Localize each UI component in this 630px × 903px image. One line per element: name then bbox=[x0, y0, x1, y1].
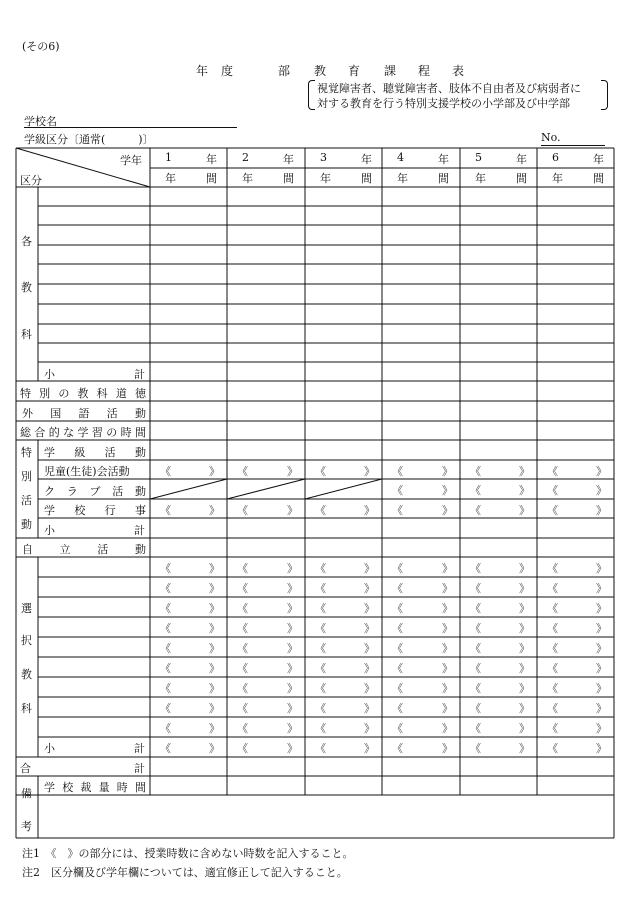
grade-number: 2 bbox=[242, 151, 249, 164]
bracket-close: 》 bbox=[442, 622, 453, 635]
bracket-close: 》 bbox=[209, 662, 220, 675]
grade-nen-sub: 年 bbox=[242, 172, 253, 185]
bracket-open: 《 bbox=[237, 642, 248, 655]
bracket-close: 》 bbox=[209, 465, 220, 478]
bracket-open: 《 bbox=[547, 602, 558, 615]
bracket-close: 》 bbox=[596, 742, 607, 755]
bracket-close: 》 bbox=[287, 504, 298, 517]
bracket-open: 《 bbox=[547, 622, 558, 635]
grade-nen-sub: 年 bbox=[475, 172, 486, 185]
bracket-open: 《 bbox=[315, 722, 326, 735]
kakukyoka-char: 科 bbox=[21, 328, 32, 341]
bracket-close: 》 bbox=[209, 642, 220, 655]
bracket-open: 《 bbox=[547, 484, 558, 497]
grade-kan: 間 bbox=[283, 172, 294, 185]
form-number: (その6) bbox=[22, 40, 60, 53]
remarks-char: 備 bbox=[21, 787, 32, 800]
subtitle-line-2: 対する教育を行う特別支援学校の小学部及び中学部 bbox=[317, 97, 570, 110]
bracket-open: 《 bbox=[392, 504, 403, 517]
club-slash bbox=[150, 479, 227, 499]
title-char: 部 bbox=[278, 64, 291, 78]
bracket-open: 《 bbox=[470, 504, 481, 517]
grade-number: 3 bbox=[320, 151, 327, 164]
subtitle-line-1: 視覚障害者、聴覚障害者、肢体不自由者及び病弱者に bbox=[317, 82, 581, 95]
bracket-close: 》 bbox=[287, 722, 298, 735]
bracket-open: 《 bbox=[470, 622, 481, 635]
kakukyoka-char: 各 bbox=[21, 235, 32, 248]
sentaku-char: 選 bbox=[21, 602, 32, 615]
total-label: 計 bbox=[134, 762, 145, 775]
bracket-close: 》 bbox=[209, 682, 220, 695]
tokkatsu-char: 動 bbox=[21, 518, 32, 531]
note-1: 注1 《 》の部分には、授業時数に含めない時数を記入すること。 bbox=[22, 847, 354, 860]
bracket-close: 》 bbox=[364, 582, 375, 595]
bracket-open: 《 bbox=[237, 682, 248, 695]
bracket-open: 《 bbox=[392, 582, 403, 595]
bracket-close: 》 bbox=[442, 722, 453, 735]
bracket-close: 》 bbox=[596, 622, 607, 635]
moral-education-label: 特別の教科道徳 bbox=[20, 387, 146, 400]
bracket-close: 》 bbox=[596, 642, 607, 655]
bracket-open: 《 bbox=[392, 642, 403, 655]
bracket-close: 》 bbox=[519, 742, 530, 755]
bracket-open: 《 bbox=[315, 662, 326, 675]
bracket-close: 》 bbox=[596, 702, 607, 715]
bracket-close: 》 bbox=[442, 484, 453, 497]
bracket-open: 《 bbox=[237, 602, 248, 615]
bracket-open: 《 bbox=[237, 702, 248, 715]
tokkatsu-char: 特 bbox=[21, 446, 32, 459]
bracket-open: 《 bbox=[547, 504, 558, 517]
total-label: 合 bbox=[20, 762, 31, 775]
grade-nen-sub: 年 bbox=[552, 172, 563, 185]
foreign-language-label: 外国語活動 bbox=[22, 407, 146, 420]
bracket-close: 》 bbox=[287, 642, 298, 655]
grade-nen: 年 bbox=[283, 153, 294, 166]
bracket-close: 》 bbox=[442, 702, 453, 715]
bracket-open: 《 bbox=[547, 722, 558, 735]
bracket-open: 《 bbox=[160, 562, 171, 575]
bracket-open: 《 bbox=[470, 702, 481, 715]
bracket-close: 》 bbox=[596, 682, 607, 695]
bracket-open: 《 bbox=[392, 602, 403, 615]
bracket-open: 《 bbox=[237, 562, 248, 575]
bracket-open: 《 bbox=[237, 742, 248, 755]
bracket-open: 《 bbox=[470, 682, 481, 695]
bracket-close: 》 bbox=[519, 504, 530, 517]
bracket-close: 》 bbox=[287, 662, 298, 675]
bracket-close: 》 bbox=[364, 702, 375, 715]
bracket-close: 》 bbox=[364, 622, 375, 635]
bracket-close: 》 bbox=[442, 504, 453, 517]
club-slash bbox=[227, 479, 305, 499]
bracket-close: 》 bbox=[209, 504, 220, 517]
bracket-close: 》 bbox=[596, 465, 607, 478]
subtotal-label: 計 bbox=[134, 742, 145, 755]
title-char: 課 bbox=[384, 64, 397, 78]
bracket-open: 《 bbox=[315, 465, 326, 478]
bracket-open: 《 bbox=[315, 582, 326, 595]
grade-nen: 年 bbox=[206, 153, 217, 166]
class-activity-label: 学級活動 bbox=[44, 446, 146, 459]
bracket-open: 《 bbox=[237, 504, 248, 517]
bracket-close: 》 bbox=[596, 484, 607, 497]
class-type-field[interactable]: 学級区分〔通常( )〕 bbox=[24, 133, 154, 146]
bracket-open: 《 bbox=[160, 642, 171, 655]
bracket-close: 》 bbox=[364, 642, 375, 655]
grade-kan: 間 bbox=[438, 172, 449, 185]
bracket-close: 》 bbox=[364, 662, 375, 675]
bracket-close: 》 bbox=[364, 722, 375, 735]
bracket-close: 》 bbox=[287, 582, 298, 595]
club-slash bbox=[305, 479, 382, 499]
subtotal-label: 計 bbox=[134, 524, 145, 537]
bracket-open: 《 bbox=[547, 642, 558, 655]
school-events-label: 学校行事 bbox=[44, 504, 146, 517]
integrated-study-label: 総合的な学習の時間 bbox=[20, 426, 146, 439]
bracket-open: 《 bbox=[392, 742, 403, 755]
bracket-open: 《 bbox=[470, 602, 481, 615]
title-char: 育 bbox=[348, 64, 361, 78]
bracket-close: 》 bbox=[364, 742, 375, 755]
subtotal-label: 小 bbox=[44, 524, 55, 537]
subtotal-label: 小 bbox=[44, 742, 55, 755]
subtotal-label: 計 bbox=[134, 368, 145, 381]
discretionary-time-label: 学校裁量時間 bbox=[44, 781, 146, 794]
grade-nen-sub: 年 bbox=[320, 172, 331, 185]
bracket-open: 《 bbox=[392, 662, 403, 675]
bracket-close: 》 bbox=[596, 582, 607, 595]
bracket-close: 》 bbox=[209, 702, 220, 715]
notes bbox=[22, 844, 354, 882]
bracket-close: 》 bbox=[519, 642, 530, 655]
bracket-open: 《 bbox=[315, 642, 326, 655]
bracket-open: 《 bbox=[470, 484, 481, 497]
grade-nen-sub: 年 bbox=[397, 172, 408, 185]
bracket-close: 》 bbox=[287, 742, 298, 755]
bracket-close: 》 bbox=[209, 622, 220, 635]
bracket-open: 《 bbox=[315, 562, 326, 575]
bracket-open: 《 bbox=[237, 465, 248, 478]
bracket-open: 《 bbox=[237, 662, 248, 675]
bracket-close: 》 bbox=[442, 562, 453, 575]
tokkatsu-char: 活 bbox=[21, 494, 32, 507]
bracket-open: 《 bbox=[160, 742, 171, 755]
bracket-close: 》 bbox=[364, 602, 375, 615]
grade-nen-sub: 年 bbox=[165, 172, 176, 185]
bracket-open: 《 bbox=[160, 602, 171, 615]
bracket-open: 《 bbox=[470, 642, 481, 655]
grade-nen: 年 bbox=[438, 153, 449, 166]
grade-kan: 間 bbox=[206, 172, 217, 185]
bracket-open: 《 bbox=[315, 682, 326, 695]
bracket-close: 》 bbox=[519, 602, 530, 615]
title-char: 表 bbox=[452, 64, 465, 78]
grade-number: 6 bbox=[552, 151, 559, 164]
corner-category-label: 区分 bbox=[20, 174, 42, 187]
grade-nen: 年 bbox=[516, 153, 527, 166]
bracket-open: 《 bbox=[470, 742, 481, 755]
bracket-close: 》 bbox=[519, 465, 530, 478]
bracket-open: 《 bbox=[470, 722, 481, 735]
independence-activity-label: 自立活動 bbox=[22, 543, 146, 556]
kakukyoka-char: 教 bbox=[21, 281, 32, 294]
grade-kan: 間 bbox=[516, 172, 527, 185]
bracket-close: 》 bbox=[442, 742, 453, 755]
bracket-open: 《 bbox=[470, 465, 481, 478]
bracket-open: 《 bbox=[237, 622, 248, 635]
bracket-close: 》 bbox=[287, 682, 298, 695]
bracket-open: 《 bbox=[392, 702, 403, 715]
bracket-open: 《 bbox=[547, 562, 558, 575]
bracket-open: 《 bbox=[315, 702, 326, 715]
grade-number: 4 bbox=[397, 151, 404, 164]
bracket-open: 《 bbox=[392, 484, 403, 497]
grade-kan: 間 bbox=[593, 172, 604, 185]
bracket-close: 》 bbox=[596, 504, 607, 517]
title-char: 年 bbox=[196, 64, 209, 78]
bracket-close: 》 bbox=[519, 702, 530, 715]
sentaku-char: 教 bbox=[21, 668, 32, 681]
bracket-open: 《 bbox=[160, 662, 171, 675]
bracket-close: 》 bbox=[596, 662, 607, 675]
bracket-open: 《 bbox=[547, 582, 558, 595]
bracket-open: 《 bbox=[237, 582, 248, 595]
sentaku-char: 択 bbox=[21, 634, 32, 647]
grade-nen: 年 bbox=[361, 153, 372, 166]
bracket-close: 》 bbox=[442, 662, 453, 675]
note-2: 注2 区分欄及び学年欄については、適宜修正して記入すること。 bbox=[22, 866, 348, 879]
bracket-close: 》 bbox=[364, 504, 375, 517]
bracket-open: 《 bbox=[547, 662, 558, 675]
bracket-close: 》 bbox=[596, 602, 607, 615]
bracket-open: 《 bbox=[315, 504, 326, 517]
title-char: 教 bbox=[314, 64, 327, 78]
bracket-close: 》 bbox=[209, 582, 220, 595]
bracket-open: 《 bbox=[470, 562, 481, 575]
bracket-open: 《 bbox=[392, 622, 403, 635]
bracket-close: 》 bbox=[519, 582, 530, 595]
bracket-open: 《 bbox=[315, 602, 326, 615]
bracket-close: 》 bbox=[442, 682, 453, 695]
bracket-close: 》 bbox=[596, 562, 607, 575]
student-council-label: 児童(生徒)会活動 bbox=[44, 465, 130, 478]
bracket-close: 》 bbox=[209, 722, 220, 735]
bracket-open: 《 bbox=[547, 702, 558, 715]
number-label: No. bbox=[541, 131, 561, 144]
bracket-close: 》 bbox=[209, 562, 220, 575]
bracket-close: 》 bbox=[442, 465, 453, 478]
bracket-open: 《 bbox=[392, 562, 403, 575]
grade-nen: 年 bbox=[593, 153, 604, 166]
bracket-close: 》 bbox=[287, 622, 298, 635]
bracket-close: 》 bbox=[364, 682, 375, 695]
bracket-close: 》 bbox=[364, 562, 375, 575]
bracket-close: 》 bbox=[209, 742, 220, 755]
bracket-close: 》 bbox=[287, 702, 298, 715]
bracket-close: 》 bbox=[519, 722, 530, 735]
title-char: 程 bbox=[418, 64, 431, 78]
grade-number: 5 bbox=[475, 151, 482, 164]
tokkatsu-char: 別 bbox=[21, 470, 32, 483]
bracket-close: 》 bbox=[442, 642, 453, 655]
bracket-open: 《 bbox=[315, 742, 326, 755]
bracket-open: 《 bbox=[237, 722, 248, 735]
bracket-close: 》 bbox=[519, 562, 530, 575]
bracket-open: 《 bbox=[392, 722, 403, 735]
bracket-open: 《 bbox=[392, 682, 403, 695]
bracket-close: 》 bbox=[287, 602, 298, 615]
bracket-close: 》 bbox=[442, 582, 453, 595]
bracket-open: 《 bbox=[160, 465, 171, 478]
bracket-close: 》 bbox=[287, 562, 298, 575]
bracket-open: 《 bbox=[470, 582, 481, 595]
corner-grade-label: 学年 bbox=[120, 154, 142, 167]
bracket-open: 《 bbox=[470, 662, 481, 675]
bracket-open: 《 bbox=[547, 682, 558, 695]
bracket-open: 《 bbox=[160, 682, 171, 695]
bracket-open: 《 bbox=[547, 742, 558, 755]
subtotal-label: 小 bbox=[44, 368, 55, 381]
bracket-close: 》 bbox=[596, 722, 607, 735]
bracket-close: 》 bbox=[364, 465, 375, 478]
grade-number: 1 bbox=[165, 151, 172, 164]
club-activity-label: クラブ活動 bbox=[44, 485, 146, 498]
bracket-close: 》 bbox=[287, 465, 298, 478]
grade-kan: 間 bbox=[361, 172, 372, 185]
bracket-open: 《 bbox=[547, 465, 558, 478]
bracket-open: 《 bbox=[392, 465, 403, 478]
bracket-open: 《 bbox=[160, 622, 171, 635]
bracket-open: 《 bbox=[315, 622, 326, 635]
bracket-close: 》 bbox=[442, 602, 453, 615]
bracket-close: 》 bbox=[519, 622, 530, 635]
bracket-open: 《 bbox=[160, 722, 171, 735]
bracket-close: 》 bbox=[519, 484, 530, 497]
school-name-label: 学校名 bbox=[24, 115, 57, 128]
bracket-close: 》 bbox=[519, 662, 530, 675]
remarks-char: 考 bbox=[21, 820, 32, 833]
title-char: 度 bbox=[221, 64, 234, 78]
sentaku-char: 科 bbox=[21, 702, 32, 715]
bracket-open: 《 bbox=[160, 504, 171, 517]
bracket-close: 》 bbox=[209, 602, 220, 615]
bracket-close: 》 bbox=[519, 682, 530, 695]
bracket-open: 《 bbox=[160, 582, 171, 595]
bracket-open: 《 bbox=[160, 702, 171, 715]
